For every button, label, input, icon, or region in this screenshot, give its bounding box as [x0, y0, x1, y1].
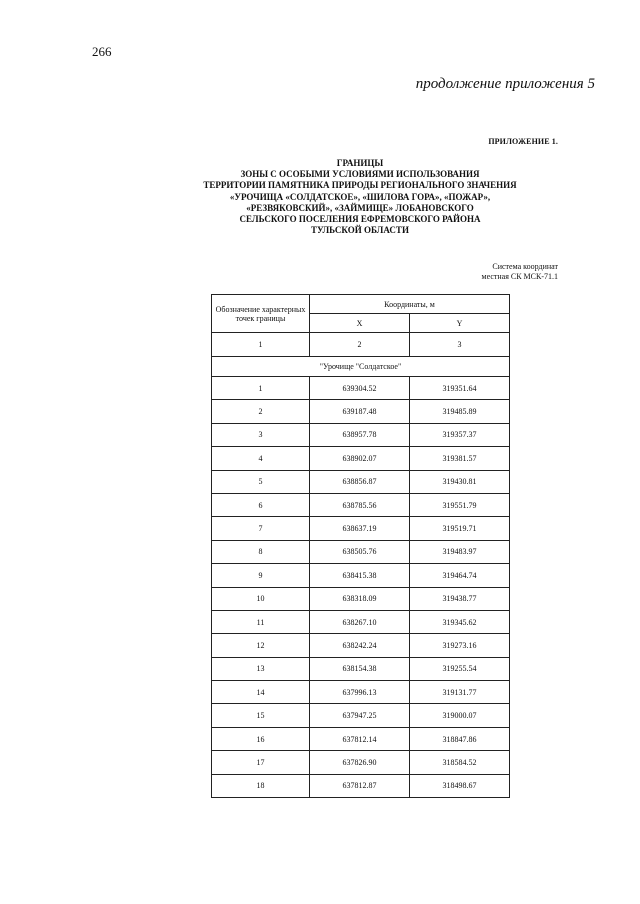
table-row — [212, 704, 510, 727]
column-number: 2 — [310, 333, 410, 357]
x-coordinate-cell: 638154.38 — [310, 657, 410, 680]
y-coordinate-cell: 319438.77 — [410, 587, 510, 610]
y-coordinate-cell: 318847.86 — [410, 727, 510, 750]
point-number-cell: 12 — [212, 634, 310, 657]
title-line: «РЕЗВЯКОВСКИЙ», «ЗАЙМИЩЕ» ЛОБАНОВСКОГО — [246, 202, 474, 213]
x-coordinate-cell: 638242.24 — [310, 634, 410, 657]
point-number-cell: 17 — [212, 751, 310, 774]
table-row — [212, 517, 510, 540]
header-point-label: Обозначение характерных точек границы — [212, 295, 310, 333]
y-coordinate-cell: 319351.64 — [410, 377, 510, 400]
point-number-cell: 5 — [212, 470, 310, 493]
title-line: «УРОЧИЩА «СОЛДАТСКОЕ», «ШИЛОВА ГОРА», «ПОЖАР», — [229, 191, 491, 202]
y-coordinate-cell: 319464.74 — [410, 564, 510, 587]
page-number: 266 — [92, 44, 112, 59]
point-number-cell: 1 — [212, 377, 310, 400]
x-coordinate-cell: 637826.90 — [310, 751, 410, 774]
x-coordinate-cell: 637947.25 — [310, 704, 410, 727]
point-number-cell: 14 — [212, 681, 310, 704]
title-line: ТЕРРИТОРИИ ПАМЯТНИКА ПРИРОДЫ РЕГИОНАЛЬНОГО ЗНАЧЕНИЯ — [203, 180, 517, 191]
title-line: ГРАНИЦЫ — [336, 158, 384, 168]
x-coordinate-cell: 638856.87 — [310, 470, 410, 493]
y-coordinate-cell: 319483.97 — [410, 540, 510, 563]
point-number-cell: 10 — [212, 587, 310, 610]
continuation-heading: продолжение приложения 5 — [415, 76, 595, 92]
header-y: Y — [410, 314, 510, 333]
point-number-cell: 9 — [212, 564, 310, 587]
y-coordinate-cell: 319255.54 — [410, 657, 510, 680]
y-coordinate-cell: 319131.77 — [410, 681, 510, 704]
x-coordinate-cell: 638637.19 — [310, 517, 410, 540]
point-number-cell: 4 — [212, 447, 310, 470]
column-number: 3 — [410, 333, 510, 357]
x-coordinate-cell: 638902.07 — [310, 447, 410, 470]
section-row — [212, 357, 510, 377]
title-line: ТУЛЬСКОЙ ОБЛАСТИ — [311, 225, 409, 236]
table-row — [212, 447, 510, 470]
point-number-cell: 6 — [212, 493, 310, 516]
table-row — [212, 564, 510, 587]
coordinate-system-note — [482, 262, 559, 282]
point-number-cell: 11 — [212, 610, 310, 633]
table-row — [212, 377, 510, 400]
section-title: "Урочище "Солдатское" — [212, 357, 510, 377]
x-coordinate-cell: 637812.14 — [310, 727, 410, 750]
table-row — [212, 751, 510, 774]
y-coordinate-cell: 318498.67 — [410, 774, 510, 797]
header-coordinates: Координаты, м — [310, 295, 510, 314]
table-row — [212, 657, 510, 680]
table-row — [212, 540, 510, 563]
title-line: ЗОНЫ С ОСОБЫМИ УСЛОВИЯМИ ИСПОЛЬЗОВАНИЯ — [240, 169, 480, 180]
y-coordinate-cell: 319381.57 — [410, 447, 510, 470]
table-row — [212, 681, 510, 704]
x-coordinate-cell: 639304.52 — [310, 377, 410, 400]
column-number-row — [212, 333, 510, 357]
table-row — [212, 423, 510, 446]
y-coordinate-cell: 319357.37 — [410, 423, 510, 446]
document-title — [150, 158, 570, 236]
coord-system-line: Система координат — [492, 262, 558, 271]
table-row — [212, 493, 510, 516]
table-row — [212, 634, 510, 657]
point-number-cell: 13 — [212, 657, 310, 680]
y-coordinate-cell: 319551.79 — [410, 493, 510, 516]
x-coordinate-cell: 638957.78 — [310, 423, 410, 446]
x-coordinate-cell: 639187.48 — [310, 400, 410, 423]
point-number-cell: 18 — [212, 774, 310, 797]
y-coordinate-cell: 319430.81 — [410, 470, 510, 493]
y-coordinate-cell: 319519.71 — [410, 517, 510, 540]
table-row — [212, 727, 510, 750]
x-coordinate-cell: 638267.10 — [310, 610, 410, 633]
y-coordinate-cell: 319000.07 — [410, 704, 510, 727]
table-row — [212, 470, 510, 493]
point-number-cell: 8 — [212, 540, 310, 563]
point-number-cell: 16 — [212, 727, 310, 750]
x-coordinate-cell: 637812.87 — [310, 774, 410, 797]
point-number-cell: 3 — [212, 423, 310, 446]
table-row — [212, 610, 510, 633]
x-coordinate-cell: 638785.56 — [310, 493, 410, 516]
appendix-label: ПРИЛОЖЕНИЕ 1. — [488, 137, 558, 146]
x-coordinate-cell: 638415.38 — [310, 564, 410, 587]
y-coordinate-cell: 319485.89 — [410, 400, 510, 423]
title-line: СЕЛЬСКОГО ПОСЕЛЕНИЯ ЕФРЕМОВСКОГО РАЙОНА — [239, 214, 481, 225]
table-row — [212, 774, 510, 797]
header-x: X — [310, 314, 410, 333]
x-coordinate-cell: 637996.13 — [310, 681, 410, 704]
x-coordinate-cell: 638505.76 — [310, 540, 410, 563]
y-coordinate-cell: 318584.52 — [410, 751, 510, 774]
coordinates-table — [211, 294, 510, 798]
x-coordinate-cell: 638318.09 — [310, 587, 410, 610]
point-number-cell: 15 — [212, 704, 310, 727]
point-number-cell: 2 — [212, 400, 310, 423]
table-row — [212, 400, 510, 423]
coord-system-line: местная СК МСК-71.1 — [481, 272, 558, 281]
y-coordinate-cell: 319273.16 — [410, 634, 510, 657]
table-row — [212, 587, 510, 610]
y-coordinate-cell: 319345.62 — [410, 610, 510, 633]
column-number: 1 — [212, 333, 310, 357]
point-number-cell: 7 — [212, 517, 310, 540]
